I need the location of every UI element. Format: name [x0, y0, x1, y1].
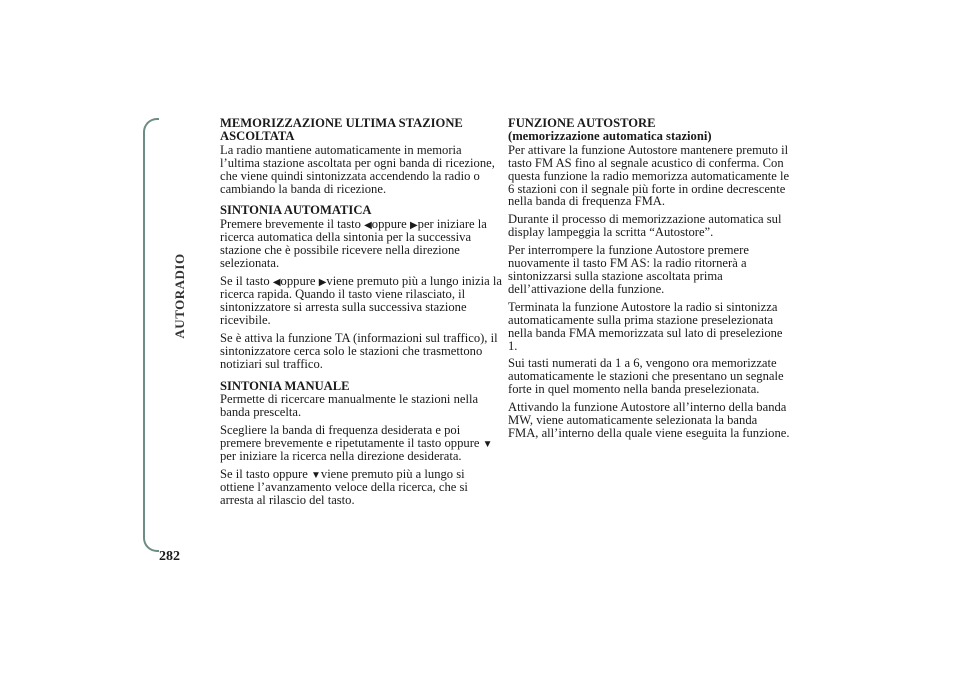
paragraph	[220, 424, 502, 463]
text: Premere brevemente il tasto	[220, 217, 361, 232]
section-title: MEMORIZZAZIONE ULTIMA STAZIONE ASCOLTATA	[220, 116, 463, 143]
paragraph	[220, 275, 502, 327]
text: oppure	[444, 436, 480, 451]
text: Scegliere la banda di frequenza desiderata e poi premere brevemente e ripetutamente il tasto	[220, 423, 461, 451]
text: oppure	[272, 467, 308, 482]
section-autostore	[508, 117, 790, 440]
paragraph: Sui tasti numerati da 1 a 6, vengono ora memorizzate automaticamente le stazioni che presentano un segnale forte in quel momento nella banda preselezionata.	[508, 356, 784, 397]
arrow-down-icon: ▼	[310, 470, 321, 482]
paragraph	[220, 468, 502, 507]
paragraph: Terminata la funzione Autostore la radio si sintonizza automaticamente sulla prima stazione preselezionata nella banda FMA memorizzata sul lato di preselezione 1.	[508, 299, 783, 353]
page-number: 282	[159, 549, 180, 564]
section-sintonia-manuale	[220, 380, 502, 507]
page-margin-frame	[143, 118, 159, 552]
paragraph: Durante il processo di memorizzazione automatica sul display lampeggia la scritta “Autostore”.	[508, 212, 782, 240]
right-column	[508, 117, 790, 449]
arrow-down-icon: ▼	[482, 439, 493, 451]
arrow-left-icon: ◀	[364, 220, 372, 232]
text: per iniziare la ricerca automatica della sintonia per la successiva stazione che è possibile ricevere nella direzione selezionata.	[220, 217, 487, 271]
arrow-right-icon: ▶	[409, 220, 418, 232]
section-title-line: FUNZIONE AUTOSTORE	[508, 116, 656, 130]
section-title: SINTONIA AUTOMATICA	[220, 203, 372, 218]
section-memorizzazione	[220, 117, 502, 195]
paragraph: La radio mantiene automaticamente in memoria l’ultima stazione ascoltata per ogni banda di ricezione, che viene quindi sintonizzata accendendo la radio o cambiando la banda di ricezione.	[220, 142, 495, 196]
paragraph: Per attivare la funzione Autostore mantenere premuto il tasto FM AS fino al segnale acustico di conferma. Con questa funzione la radio memorizza automaticamente le 6 stazioni con il segnale più forte in ordine decrescente nella banda di frequenza FMA.	[508, 142, 790, 209]
paragraph: Attivando la funzione Autostore all’interno della banda MW, viene automaticamente selezionata la banda FMA, all’interno della quale viene eseguita la funzione.	[508, 400, 790, 440]
arrow-left-icon: ◀	[272, 277, 281, 289]
text: oppure	[280, 274, 316, 289]
text: Se il tasto	[220, 274, 270, 289]
paragraph: Permette di ricercare manualmente le stazioni nella banda prescelta.	[220, 392, 479, 420]
paragraph	[220, 218, 502, 270]
text: Se il tasto	[220, 467, 270, 482]
left-column	[220, 117, 502, 516]
arrow-right-icon: ▶	[318, 277, 327, 289]
text: viene premuto più a lungo inizia la ricerca rapida. Quando il tasto viene rilasciato, il sintonizzatore si arresta sulla successiva stazione ricevibile.	[220, 274, 502, 327]
text: oppure	[371, 217, 407, 232]
section-title	[508, 117, 790, 143]
section-title: SINTONIA MANUALE	[220, 378, 350, 393]
section-side-tab: AUTORADIO	[172, 253, 187, 339]
section-sintonia-automatica	[220, 204, 502, 370]
paragraph: Se è attiva la funzione TA (informazioni sul traffico), il sintonizzatore cerca solo le stazioni che trasmettono notiziari sul traffico.	[220, 330, 498, 371]
text: viene premuto più a lungo si ottiene l’avanzamento veloce della ricerca, che si arresta al rilascio del tasto.	[220, 467, 468, 507]
text: per iniziare la ricerca nella direzione desiderata.	[220, 449, 462, 464]
paragraph: Per interrompere la funzione Autostore premere nuovamente il tasto FM AS: la radio ritornerà a sintonizzarsi sulla stazione ascoltata prima dell’attivazione della funzione.	[508, 243, 749, 296]
section-title-line: (memorizzazione automatica stazioni)	[508, 128, 712, 143]
